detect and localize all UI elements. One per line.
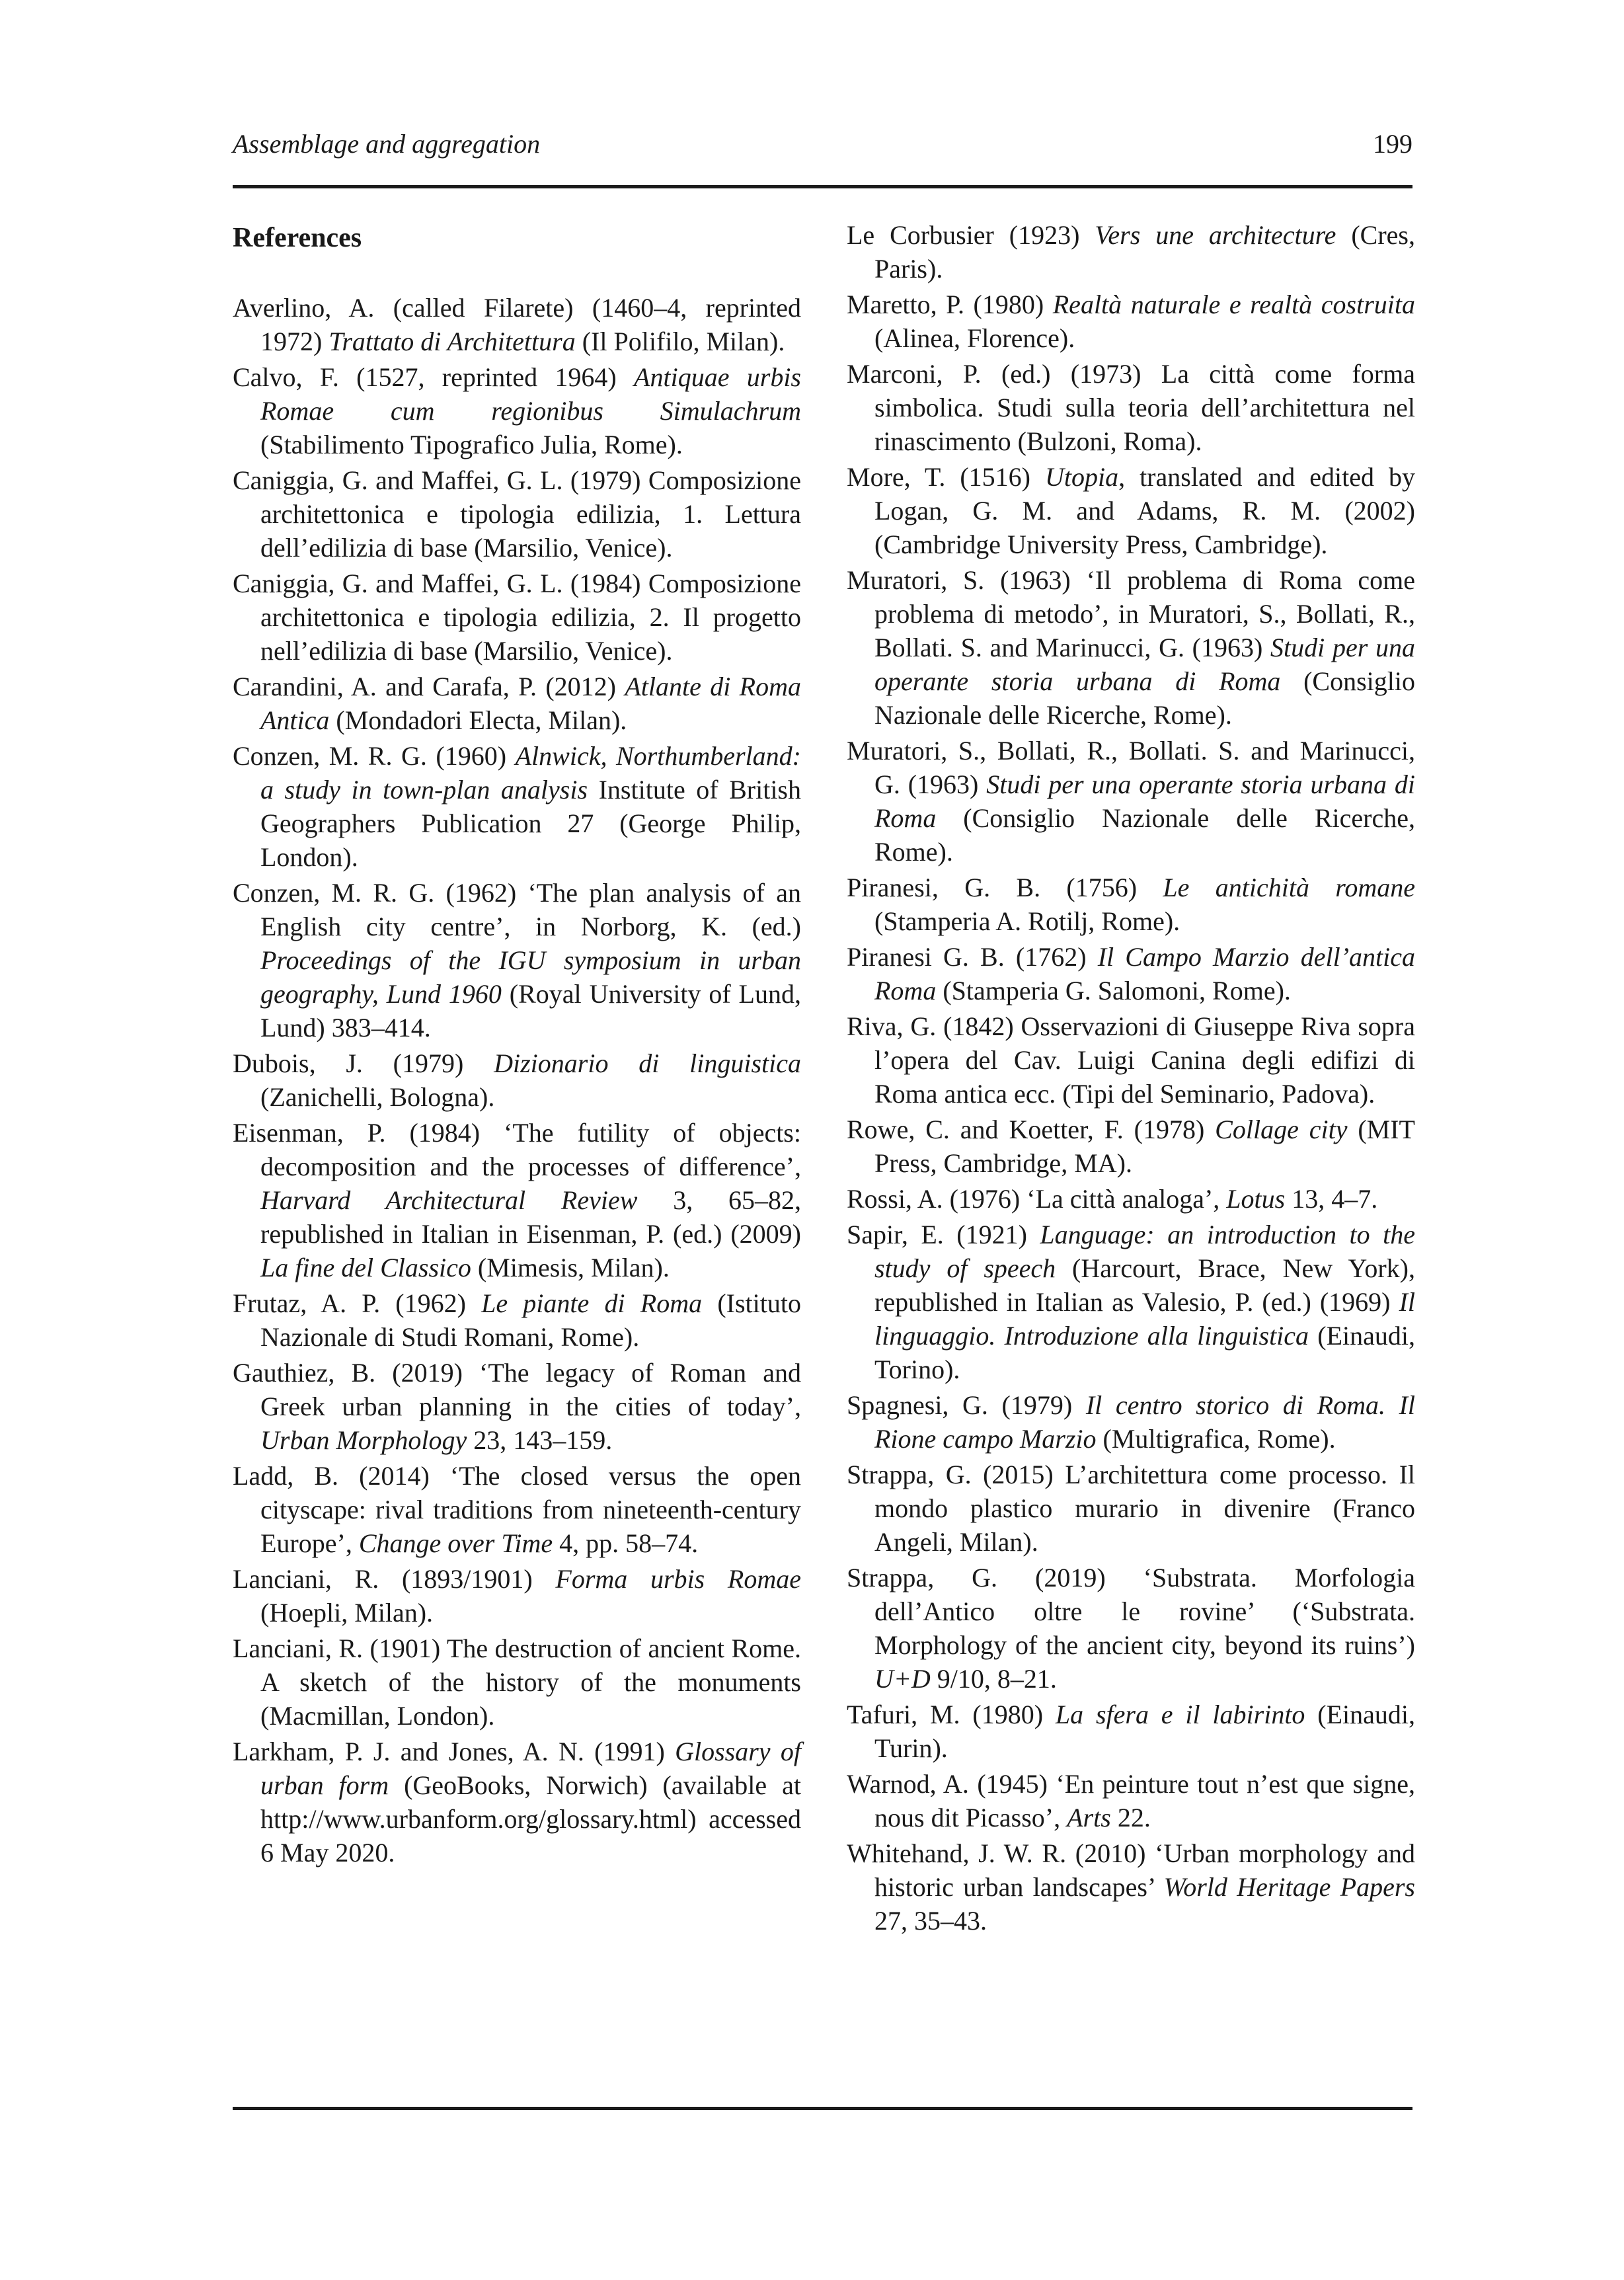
reference-list-left <box>233 291 801 1869</box>
reference-list-right <box>847 218 1415 1938</box>
footer-rule <box>233 2107 1412 2110</box>
reference-text: 22. <box>1110 1803 1151 1832</box>
reference-text: Institute of British Geographers Publication 27 (George Philip, London). <box>260 775 802 872</box>
reference-text: Muratori, S. (1963) ‘Il problema di Roma come problema di metodo’, in Muratori, S., Bollati, R., Bollati. S. and Marinucci, G. (1963) <box>847 565 1415 662</box>
reference-text: Tafuri, M. (1980) <box>847 1700 1056 1729</box>
reference-text: Frutaz, A. P. (1962) <box>233 1288 482 1318</box>
reference-title-italic: Antiquae urbis Romae cum regionibus Simulachrum <box>260 362 801 426</box>
reference-text: 3, 65–82, republished in Italian in Eisenman, P. (ed.) (2009) <box>260 1185 801 1249</box>
reference-entry <box>233 1631 801 1733</box>
reference-entry <box>847 288 1415 355</box>
reference-title-italic: Studi per una operante storia urbana di Roma <box>874 769 1415 833</box>
reference-title-italic: La fine del Classico <box>260 1253 471 1282</box>
reference-entry <box>233 670 801 737</box>
reference-text: Averlino, A. (called Filarete) (1460–4, reprinted 1972) <box>233 293 801 356</box>
reference-text: 23, 143–159. <box>467 1425 613 1455</box>
reference-text: 9/10, 8–21. <box>930 1664 1057 1694</box>
reference-text: (Consiglio Nazionale delle Ricerche, Rome). <box>874 666 1416 730</box>
reference-entry <box>847 1767 1415 1834</box>
reference-entry <box>233 1459 801 1560</box>
reference-text: Lanciani, R. (1893/1901) <box>233 1564 556 1594</box>
reference-entry <box>233 1046 801 1114</box>
reference-text: Rowe, C. and Koetter, F. (1978) <box>847 1115 1216 1144</box>
reference-text: (Consiglio Nazionale delle Ricerche, Rome). <box>874 803 1415 867</box>
reference-text: Caniggia, G. and Maffei, G. L. (1979) Composizione architettonica e tipologia edilizia, 1. Lettura dell’edilizia di base (Marsilio, Venice). <box>233 465 801 563</box>
reference-title-italic: Realtà naturale e realtà costruita <box>1052 290 1415 319</box>
reference-entry <box>847 1458 1415 1559</box>
reference-title-italic: Proceedings of the IGU symposium in urban geography, Lund 1960 <box>260 945 801 1009</box>
reference-entry <box>233 876 801 1044</box>
reference-entry <box>233 291 801 358</box>
reference-entry <box>233 1286 801 1354</box>
running-head <box>233 124 1412 164</box>
reference-entry <box>847 1009 1415 1111</box>
reference-text: Dubois, J. (1979) <box>233 1048 494 1078</box>
reference-title-italic: Utopia <box>1044 462 1119 492</box>
reference-text: Conzen, M. R. G. (1960) <box>233 741 516 771</box>
reference-text: Marconi, P. (ed.) (1973) La città come forma simbolica. Studi sulla teoria dell’architettura nel rinascimento (Bulzoni, Roma). <box>847 359 1415 456</box>
reference-text: (MIT Press, Cambridge, MA). <box>874 1115 1415 1178</box>
reference-title-italic: Lotus <box>1226 1184 1286 1214</box>
reference-title-italic: Vers une architecture <box>1095 220 1336 250</box>
reference-text: (Hoepli, Milan). <box>260 1598 434 1628</box>
reference-title-italic: Glossary of urban form <box>260 1737 801 1800</box>
reference-text: (Mondadori Electa, Milan). <box>329 705 627 735</box>
reference-text: Le Corbusier (1923) <box>847 220 1095 250</box>
page-number: 199 <box>1373 129 1412 159</box>
running-title: Assemblage and aggregation <box>233 129 541 159</box>
reference-text: Sapir, E. (1921) <box>847 1220 1040 1249</box>
reference-entry <box>847 1182 1415 1216</box>
reference-text: Ladd, B. (2014) ‘The closed versus the open cityscape: rival traditions from nineteenth-century Europe’, <box>233 1461 801 1558</box>
reference-title-italic: Collage city <box>1215 1115 1348 1144</box>
references-heading: References <box>233 223 362 253</box>
reference-entry <box>847 1698 1415 1765</box>
reference-title-italic: Il centro storico di Roma. Il Rione campo Marzio <box>874 1390 1415 1454</box>
reference-entry <box>233 567 801 668</box>
reference-entry <box>233 1562 801 1630</box>
reference-title-italic: Arts <box>1067 1803 1111 1832</box>
reference-text: (Istituto Nazionale di Studi Romani, Rome). <box>260 1288 801 1352</box>
reference-text: (Royal University of Lund, Lund) 383–414. <box>260 979 801 1042</box>
reference-text: Eisenman, P. (1984) ‘The futility of objects: decomposition and the processes of difference’, <box>233 1118 801 1181</box>
reference-text: , translated and edited by Logan, G. M. and Adams, R. M. (2002) (Cambridge University Press, Cambridge). <box>874 462 1415 559</box>
reference-entry <box>847 460 1415 561</box>
reference-text: 27, 35–43. <box>874 1906 987 1936</box>
reference-text: Warnod, A. (1945) ‘En peinture tout n’est que signe, nous dit Picasso’, <box>847 1769 1415 1832</box>
reference-text: (Multigrafica, Rome). <box>1096 1424 1336 1454</box>
reference-entry <box>233 1116 801 1284</box>
header-rule <box>233 185 1412 188</box>
reference-text: Strappa, G. (2019) ‘Substrata. Morfologia dell’Antico oltre le rovine’ (‘Substrata. Morphology of the ancient city, beyond its ruins’) <box>847 1563 1415 1660</box>
reference-text: Lanciani, R. (1901) The destruction of ancient Rome. A sketch of the history of the monuments (Macmillan, London). <box>233 1633 801 1731</box>
reference-title-italic: Forma urbis Romae <box>555 1564 801 1594</box>
reference-title-italic: U+D <box>874 1664 931 1694</box>
reference-title-italic: World Heritage Papers <box>1163 1872 1415 1902</box>
reference-text: (Cres, Paris). <box>874 220 1415 284</box>
references-column-left <box>233 218 801 1871</box>
reference-title-italic: Le antichità romane <box>1163 873 1415 902</box>
reference-text: (Alinea, Florence). <box>874 323 1075 353</box>
reference-title-italic: Change over Time <box>358 1528 553 1558</box>
reference-entry <box>233 463 801 565</box>
reference-entry <box>847 218 1415 286</box>
reference-text: Muratori, S., Bollati, R., Bollati. S. and Marinucci, G. (1963) <box>847 736 1415 799</box>
reference-title-italic: Il linguaggio. Introduzione alla linguistica <box>874 1287 1415 1351</box>
reference-title-italic: La sfera e il labirinto <box>1055 1700 1305 1729</box>
reference-text: Gauthiez, B. (2019) ‘The legacy of Roman and Greek urban planning in the cities of today’, <box>233 1358 801 1421</box>
reference-title-italic: Language: an introduction to the study of speech <box>874 1220 1415 1283</box>
reference-text: Conzen, M. R. G. (1962) ‘The plan analysis of an English city centre’, in Norborg, K. (ed.) <box>233 878 801 941</box>
reference-text: 13, 4–7. <box>1285 1184 1378 1214</box>
reference-title-italic: Atlante di Roma Antica <box>260 672 801 735</box>
reference-text: Spagnesi, G. (1979) <box>847 1390 1086 1420</box>
reference-text: Piranesi G. B. (1762) <box>847 942 1098 972</box>
reference-text: Caniggia, G. and Maffei, G. L. (1984) Composizione architettonica e tipologia edilizia, 2. Il progetto nell’edilizia di base (Marsilio, Venice). <box>233 569 801 666</box>
reference-text: Whitehand, J. W. R. (2010) ‘Urban morphology and historic urban landscapes’ <box>847 1838 1415 1902</box>
reference-title-italic: Harvard Architectural Review <box>260 1185 638 1215</box>
reference-text: (Zanichelli, Bologna). <box>260 1082 495 1112</box>
reference-entry <box>847 1113 1415 1180</box>
reference-title-italic: Trattato di Architettura <box>329 327 576 356</box>
reference-title-italic: Dizionario di linguistica <box>494 1048 801 1078</box>
reference-entry <box>847 1561 1415 1696</box>
reference-entry <box>847 734 1415 869</box>
reference-text: (Stamperia G. Salomoni, Rome). <box>936 976 1291 1005</box>
reference-title-italic: Studi per una operante storia urbana di Roma <box>874 633 1415 696</box>
reference-text: Rossi, A. (1976) ‘La città analoga’, <box>847 1184 1227 1214</box>
reference-text: Riva, G. (1842) Osservazioni di Giuseppe Riva sopra l’opera del Cav. Luigi Canina degli edifizi di Roma antica ecc. (Tipi del Seminario, Padova). <box>847 1011 1415 1109</box>
reference-text: Larkham, P. J. and Jones, A. N. (1991) <box>233 1737 676 1766</box>
reference-entry <box>847 357 1415 458</box>
reference-text: More, T. (1516) <box>847 462 1045 492</box>
reference-entry <box>847 940 1415 1007</box>
reference-entry <box>233 739 801 874</box>
reference-entry <box>847 1218 1415 1386</box>
reference-text: (Einaudi, Turin). <box>874 1700 1416 1763</box>
reference-text: Maretto, P. (1980) <box>847 290 1053 319</box>
reference-text: (Stamperia A. Rotilj, Rome). <box>874 906 1180 936</box>
references-column-right <box>847 218 1415 1940</box>
reference-text: Calvo, F. (1527, reprinted 1964) <box>233 362 635 392</box>
reference-text: (GeoBooks, Norwich) (available at http://www.urbanform.org/glossary.html) accessed 6 May 2020. <box>260 1770 802 1867</box>
reference-text: (Mimesis, Milan). <box>471 1253 670 1282</box>
reference-title-italic: Le piante di Roma <box>481 1288 703 1318</box>
reference-text: Strappa, G. (2015) L’architettura come processo. Il mondo plastico murario in divenire (Franco Angeli, Milan). <box>847 1460 1415 1557</box>
reference-entry <box>847 1388 1415 1456</box>
reference-title-italic: Il Campo Marzio dell’antica Roma <box>874 942 1415 1005</box>
reference-entry <box>233 1735 801 1869</box>
reference-text: Piranesi, G. B. (1756) <box>847 873 1163 902</box>
reference-text: (Il Polifilo, Milan). <box>575 327 785 356</box>
reference-text: (Einaudi, Torino). <box>874 1321 1415 1384</box>
reference-text: Carandini, A. and Carafa, P. (2012) <box>233 672 625 701</box>
reference-title-italic: Urban Morphology <box>260 1425 467 1455</box>
reference-text: (Stabilimento Tipografico Julia, Rome). <box>260 430 683 459</box>
reference-entry <box>847 1836 1415 1938</box>
reference-entry <box>233 360 801 461</box>
reference-entry <box>847 871 1415 938</box>
reference-entry <box>847 563 1415 732</box>
reference-text: 4, pp. 58–74. <box>553 1528 699 1558</box>
reference-title-italic: Alnwick, Northumberland: a study in town-plan analysis <box>260 741 801 805</box>
reference-text: (Harcourt, Brace, New York), republished in Italian as Valesio, P. (ed.) (1969) <box>874 1253 1416 1317</box>
reference-entry <box>233 1356 801 1457</box>
